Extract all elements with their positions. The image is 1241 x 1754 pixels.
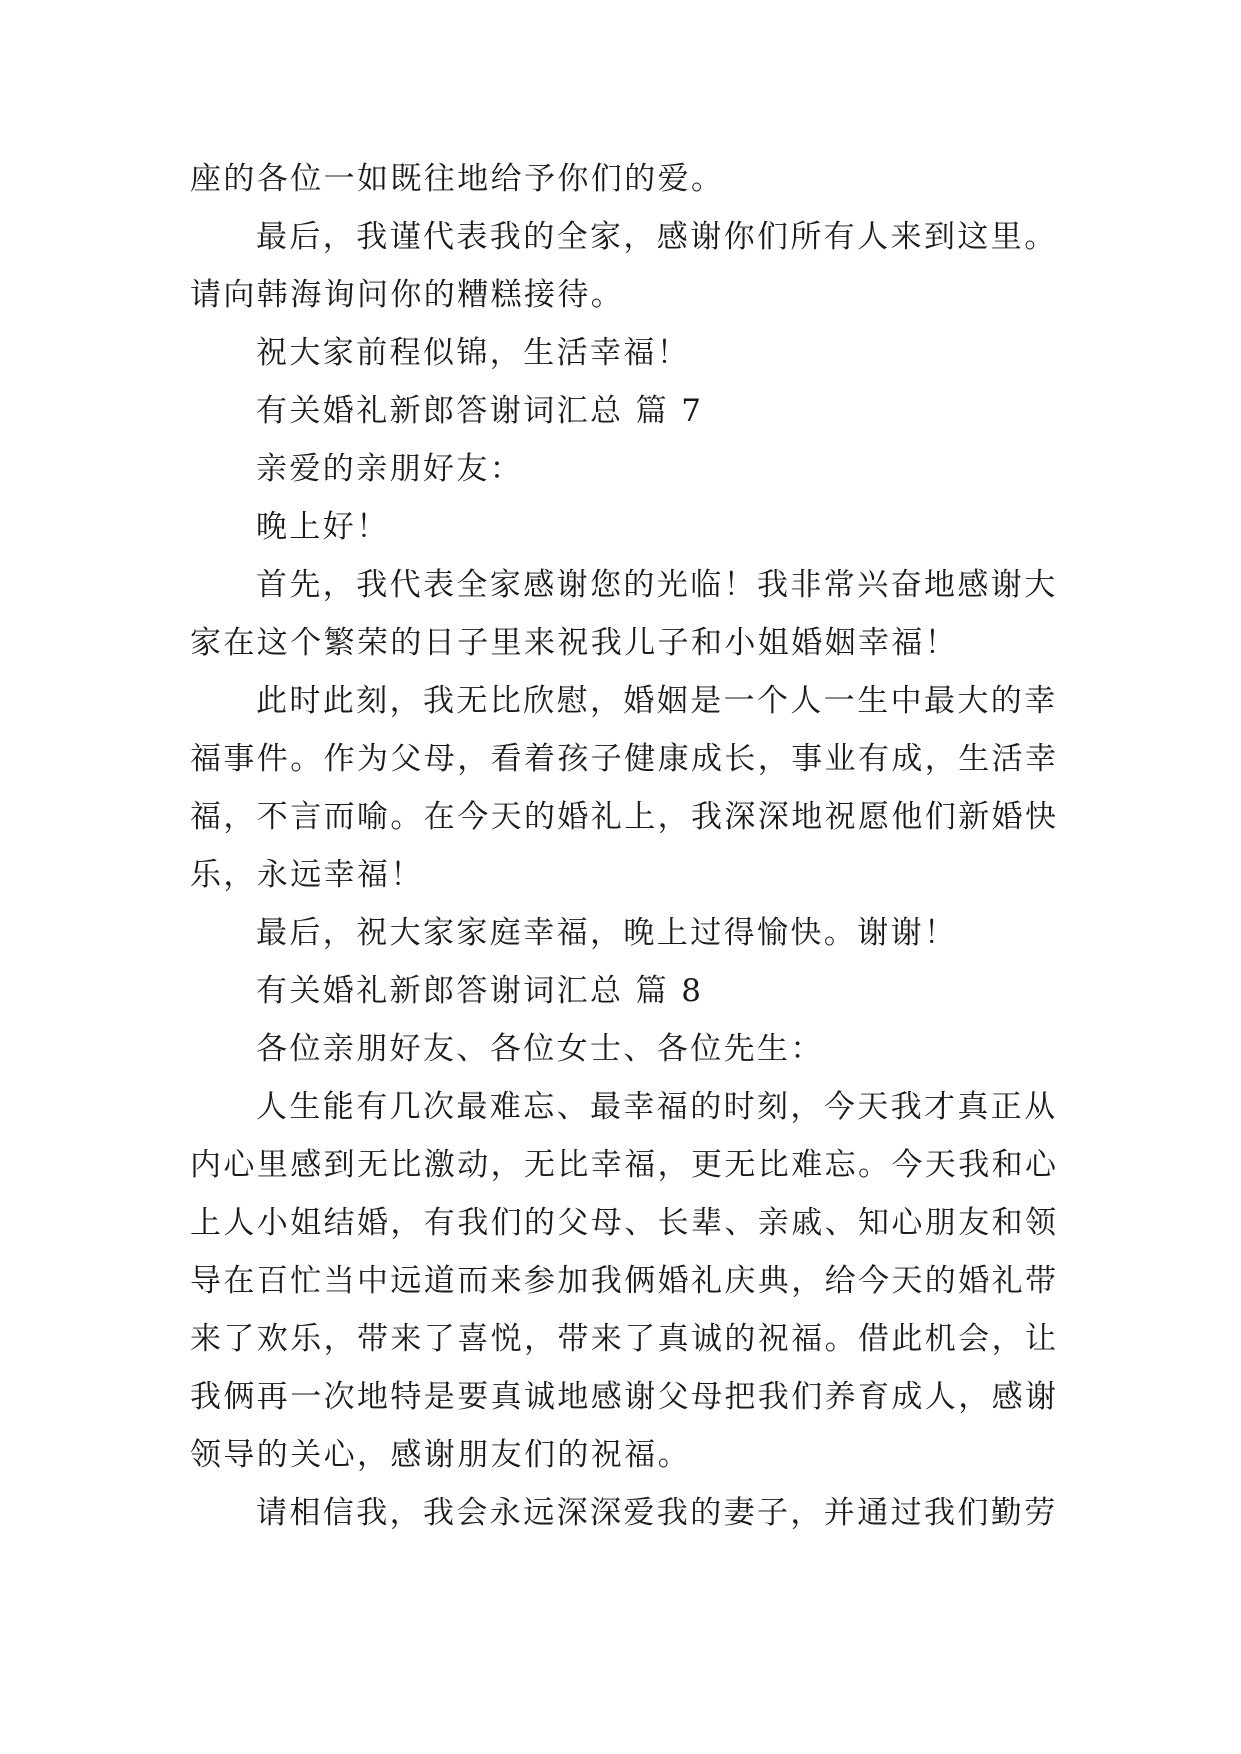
section-heading-7: 有关婚礼新郎答谢词汇总 篇 7 — [256, 393, 704, 429]
paragraph-promise: 请相信我，我会永远深深爱我的妻子，并通过我们勤劳 — [256, 1495, 1058, 1531]
paragraph-greeting: 晚上好！ — [256, 509, 390, 545]
paragraph-welcome: 首先，我代表全家感谢您的光临！我非常兴奋地感谢大家在这个繁荣的日子里来祝我儿子和小姐婚姻幸福！ — [190, 567, 1058, 661]
document-body — [190, 150, 1070, 1542]
section-heading-8: 有关婚礼新郎答谢词汇总 篇 8 — [256, 973, 704, 1009]
paragraph-closing-thanks: 最后，我谨代表我的全家，感谢你们所有人来到这里。请向韩海询问你的糟糕接待。 — [190, 219, 1058, 313]
paragraph-groom-speech: 人生能有几次最难忘、最幸福的时刻，今天我才真正从内心里感到无比激动，无比幸福，更无比难忘。今天我和心上人小姐结婚，有我们的父母、长辈、亲戚、知心朋友和领导在百忙当中远道而来参加我俩婚礼庆典，给今天的婚礼带来了欢乐，带来了喜悦，带来了真诚的祝福。借此机会，让我俩再一次地特是要真诚地感谢父母把我们养育成人，感谢领导的关心，感谢朋友们的祝福。 — [190, 1089, 1059, 1473]
paragraph-salutation: 亲爱的亲朋好友： — [256, 451, 524, 487]
paragraph-blessing: 祝大家前程似锦，生活幸福！ — [256, 335, 691, 371]
paragraph-continuation: 座的各位一如既往地给予你们的爱。 — [190, 161, 725, 197]
paragraph-parents-wish: 此时此刻，我无比欣慰，婚姻是一个人一生中最大的幸福事件。作为父母，看着孩子健康成长，事业有成，生活幸福，不言而喻。在今天的婚礼上，我深深地祝愿他们新婚快乐，永远幸福！ — [190, 683, 1059, 893]
paragraph-address: 各位亲朋好友、各位女士、各位先生： — [256, 1031, 824, 1067]
paragraph-final-thanks: 最后，祝大家家庭幸福，晚上过得愉快。谢谢！ — [256, 915, 958, 951]
